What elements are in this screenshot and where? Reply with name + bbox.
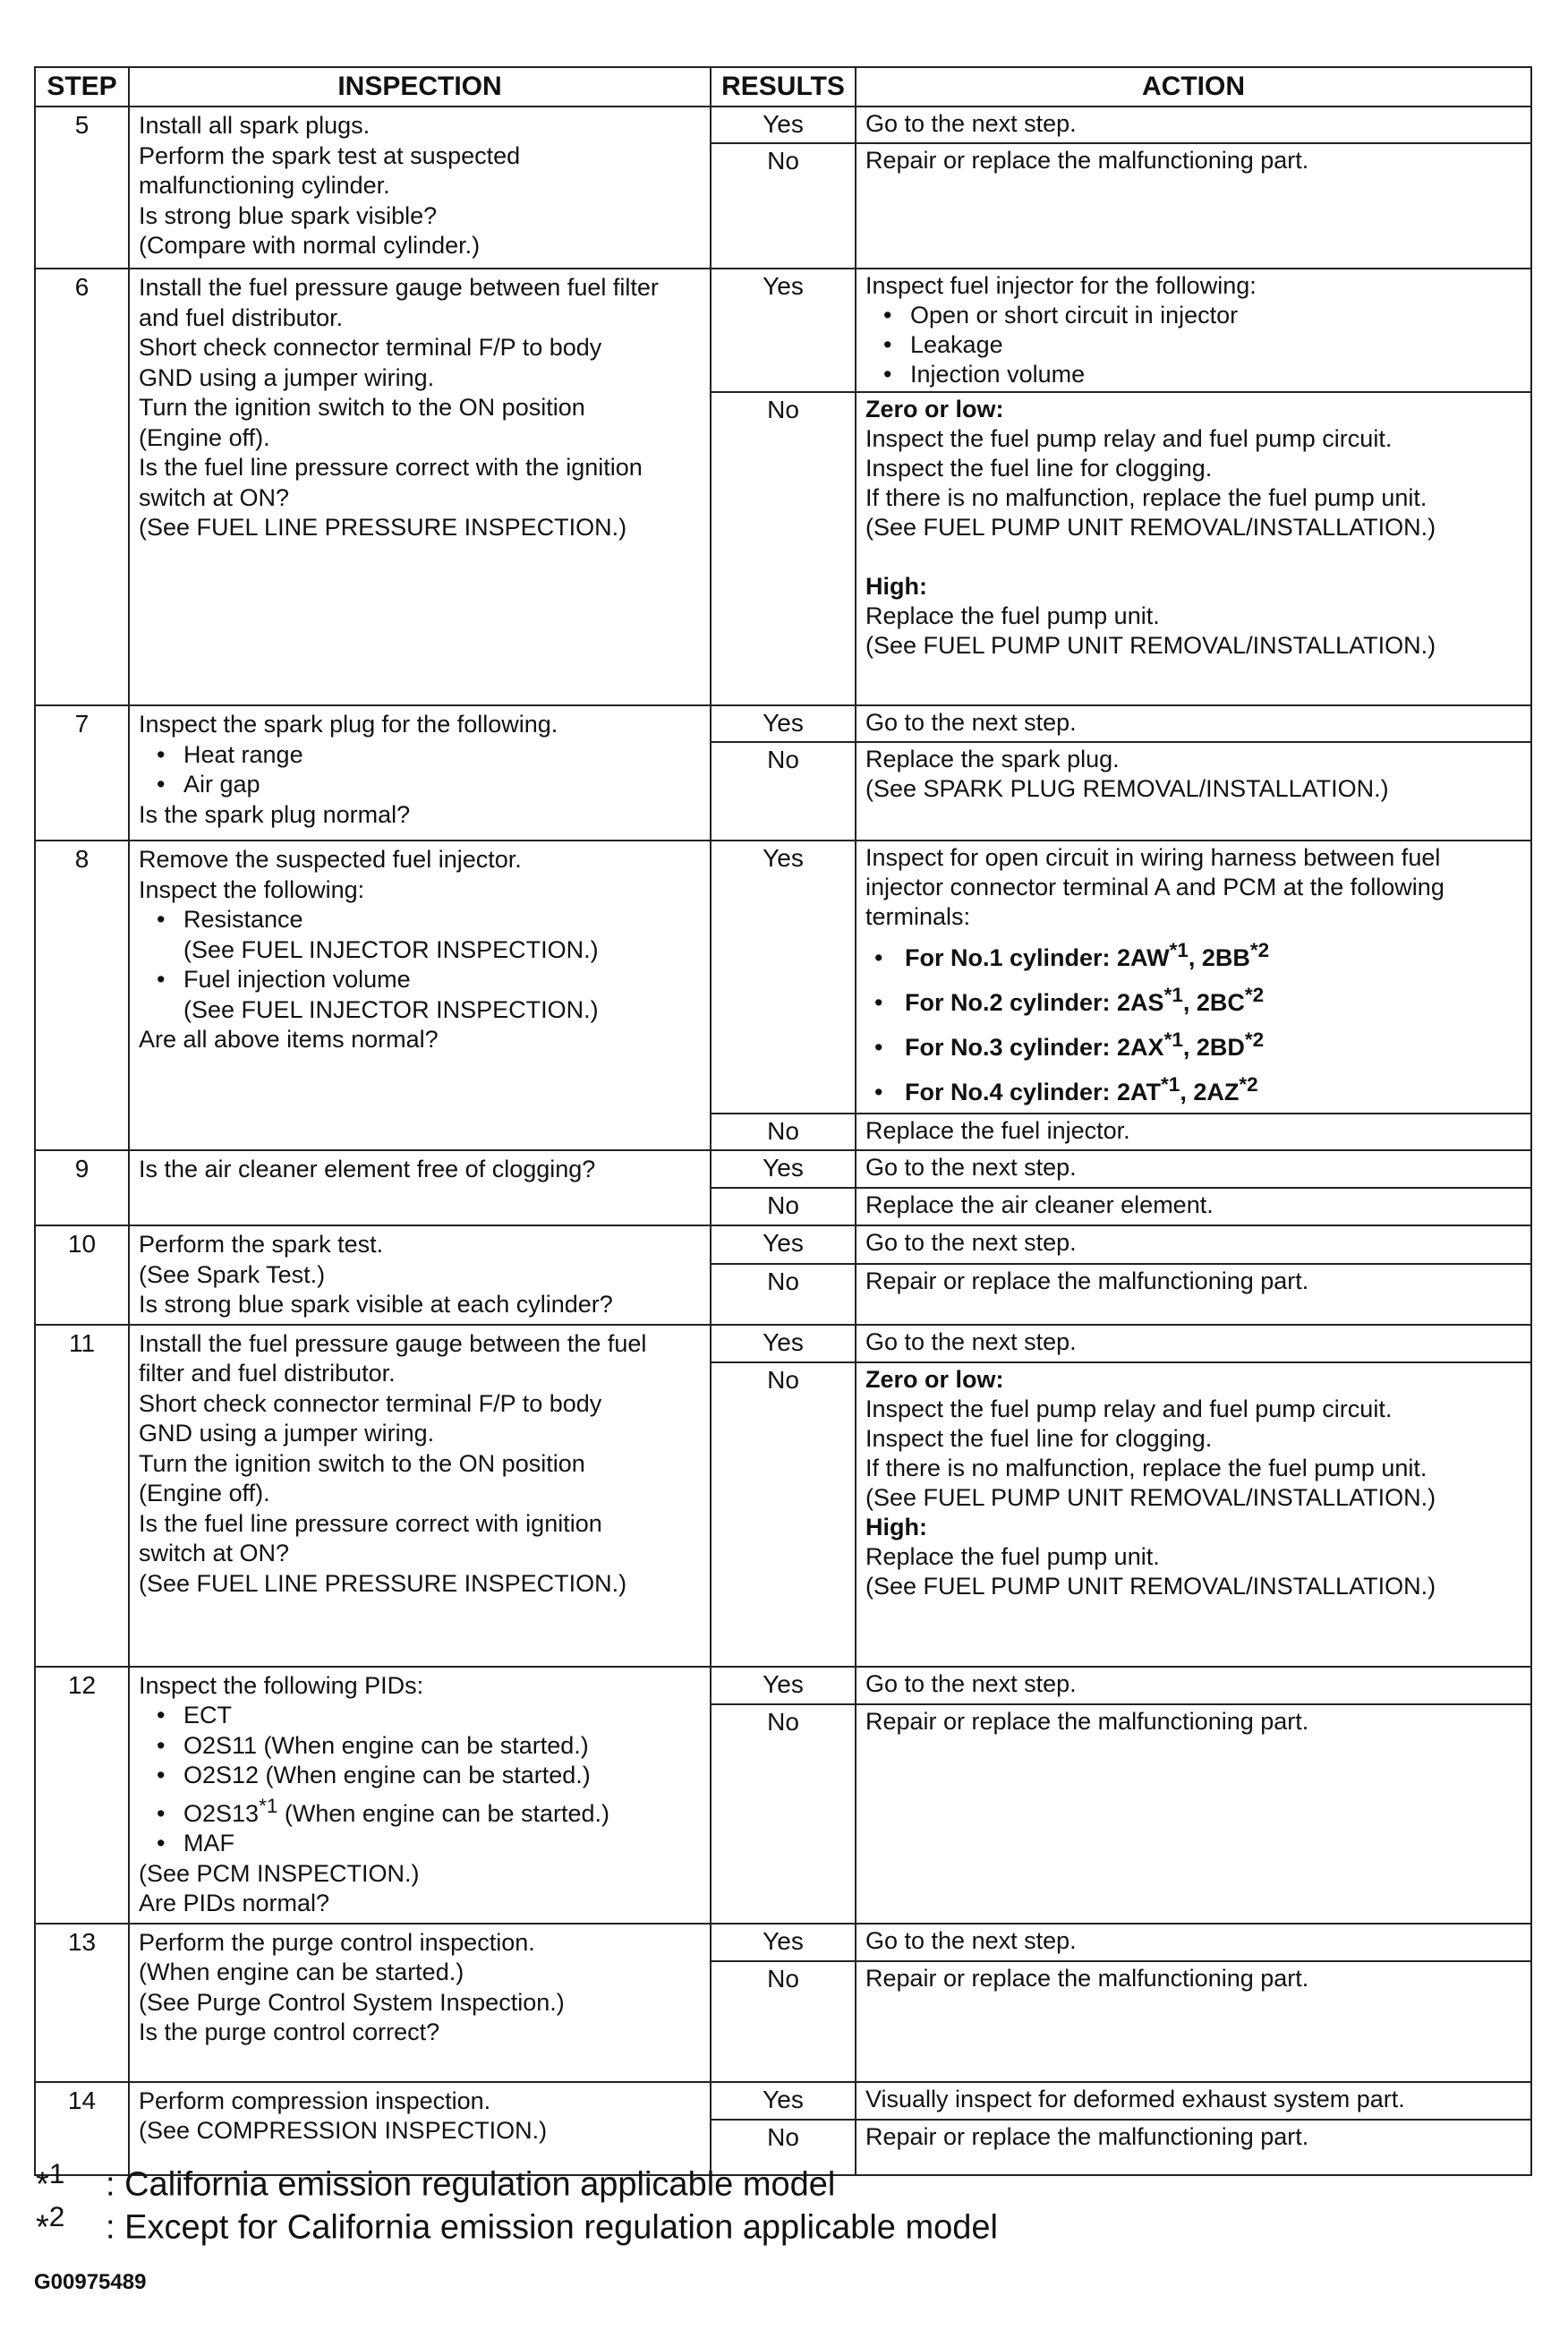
result-yes: Yes	[711, 269, 856, 392]
result-yes: Yes	[711, 1667, 856, 1705]
action-cell	[856, 1924, 1531, 1961]
inspection-line: Turn the ignition switch to the ON position	[139, 394, 585, 421]
action-cell	[856, 392, 1531, 705]
action-cell	[856, 2120, 1531, 2175]
step-number: 5	[35, 107, 129, 269]
result-no: No	[711, 1114, 856, 1150]
action-line: Repair or replace the malfunctioning part.	[865, 147, 1309, 174]
result-yes: Yes	[711, 1150, 856, 1188]
table-row	[35, 2082, 1531, 2120]
inspection-line: (See Purge Control System Inspection.)	[139, 1988, 565, 2016]
action-column-header: ACTION	[856, 67, 1531, 107]
inspection-bullet: • ECT	[139, 1701, 704, 1731]
inspection-line: Are PIDs normal?	[139, 1890, 330, 1916]
step-number: 13	[35, 1924, 129, 2082]
inspection-line: filter and fuel distributor.	[139, 1360, 396, 1387]
action-cell	[856, 1264, 1531, 1325]
action-line: injector connector terminal A and PCM at the following	[865, 874, 1444, 900]
action-line: Go to the next step.	[865, 1669, 1077, 1697]
action-line: (See SPARK PLUG REMOVAL/INSTALLATION.)	[865, 775, 1389, 802]
inspection-bullet: • Heat range	[139, 740, 704, 771]
inspection-line: (See COMPRESSION INSPECTION.)	[139, 2117, 548, 2144]
inspection-column-header: INSPECTION	[129, 67, 711, 107]
cylinder-terminal-item: • For No.4 cylinder: 2AT$^{*1}$, 2AZ$^{*2}$	[865, 1066, 1525, 1111]
action-line: Replace the air cleaner element.	[865, 1191, 1214, 1218]
step-column-header: STEP	[35, 67, 129, 107]
action-cell	[856, 143, 1531, 269]
zero-or-low-heading: Zero or low:	[865, 396, 1004, 422]
inspection-line: Install the fuel pressure gauge between the fuel	[139, 1329, 647, 1357]
action-line: Replace the fuel pump unit.	[865, 602, 1160, 629]
inspection-line: Remove the suspected fuel injector.	[139, 846, 522, 873]
action-cell	[856, 1150, 1531, 1188]
table-row	[35, 1667, 1531, 1705]
inspection-cell	[129, 107, 711, 269]
result-yes: Yes	[711, 1924, 856, 1961]
action-cell	[856, 1667, 1531, 1705]
inspection-line: Install all spark plugs.	[139, 112, 371, 139]
inspection-line: (See PCM INSPECTION.)	[139, 1859, 420, 1887]
result-no: No	[711, 392, 856, 705]
inspection-bullet: • MAF	[139, 1829, 704, 1859]
result-no: No	[711, 742, 856, 841]
action-line: Go to the next step.	[865, 1926, 1077, 1954]
table-header-row	[35, 67, 1531, 107]
footnote	[36, 2200, 998, 2248]
results-column-header: RESULTS	[711, 67, 856, 107]
inspection-line: Perform the spark test.	[139, 1231, 384, 1258]
result-no: No	[711, 2120, 856, 2175]
action-line: Go to the next step.	[865, 1229, 1077, 1256]
inspection-cell	[129, 705, 711, 841]
action-line: Replace the spark plug.	[865, 746, 1120, 772]
inspection-cell	[129, 1150, 711, 1225]
inspection-bullet: • O2S13$^{*1}$ (When engine can be started.)	[139, 1791, 704, 1830]
cylinder-terminal-item: • For No.1 cylinder: 2AW$^{*1}$, 2BB$^{*2}$	[865, 932, 1525, 977]
result-no: No	[711, 1264, 856, 1325]
action-line: Replace the fuel injector.	[865, 1117, 1130, 1144]
inspection-line: Is the fuel line pressure correct with ignition	[139, 1509, 602, 1537]
step-number: 7	[35, 705, 129, 841]
inspection-line: GND using a jumper wiring.	[139, 1420, 435, 1447]
action-line: Repair or replace the malfunctioning part.	[865, 1708, 1309, 1736]
high-heading: High:	[865, 573, 927, 600]
inspection-line: Install the fuel pressure gauge between fuel filter	[139, 274, 659, 301]
action-line: Inspect the fuel pump relay and fuel pump circuit.	[865, 1395, 1393, 1422]
inspection-line: Short check connector terminal F/P to body	[139, 334, 602, 361]
action-cell	[856, 1325, 1531, 1362]
action-cell	[856, 1188, 1531, 1225]
inspection-cell	[129, 841, 711, 1150]
action-line: Go to the next step.	[865, 709, 1077, 736]
inspection-line: Is the purge control correct?	[139, 2018, 440, 2045]
inspection-bullet: • Fuel injection volume	[139, 965, 704, 995]
action-bullet: • Open or short circuit in injector	[865, 301, 1525, 330]
inspection-line: switch at ON?	[139, 1540, 290, 1566]
action-line: Inspect for open circuit in wiring harness between fuel	[865, 844, 1441, 871]
inspection-reference: (See FUEL INJECTOR INSPECTION.)	[183, 935, 599, 963]
action-cell	[856, 1362, 1531, 1667]
step-number: 8	[35, 841, 129, 1150]
action-cell	[856, 742, 1531, 841]
action-cell	[856, 2082, 1531, 2120]
footnote-text: : Except for California emission regulation applicable model	[106, 2208, 998, 2247]
footnote-marker: *$^2$	[36, 2200, 65, 2247]
troubleshooting-table	[34, 66, 1532, 2176]
action-cell	[856, 841, 1531, 1114]
footnote-text: : California emission regulation applicable model	[106, 2165, 836, 2204]
step-number: 9	[35, 1150, 129, 1225]
action-line: Go to the next step.	[865, 1327, 1077, 1355]
high-heading: High:	[865, 1513, 927, 1540]
cylinder-terminal-item: • For No.3 cylinder: 2AX$^{*1}$, 2BD$^{*2}$	[865, 1021, 1525, 1066]
step-number: 10	[35, 1225, 129, 1325]
inspection-line: Is strong blue spark visible?	[139, 201, 438, 229]
inspection-line: and fuel distributor.	[139, 303, 344, 331]
inspection-line: switch at ON?	[139, 483, 290, 511]
inspection-line: Is the fuel line pressure correct with the ignition	[139, 454, 643, 481]
action-line: (See FUEL PUMP UNIT REMOVAL/INSTALLATION.)	[865, 514, 1436, 541]
action-bullet: • Leakage	[865, 330, 1525, 360]
inspection-line: (When engine can be started.)	[139, 1959, 464, 1985]
inspection-bullet: • Resistance	[139, 905, 704, 935]
inspection-line: Inspect the following PIDs:	[139, 1671, 424, 1699]
result-no: No	[711, 1362, 856, 1667]
result-no: No	[711, 1704, 856, 1923]
inspection-line: Turn the ignition switch to the ON position	[139, 1449, 585, 1477]
result-yes: Yes	[711, 841, 856, 1114]
result-no: No	[711, 1188, 856, 1225]
table-row	[35, 705, 1531, 742]
action-cell	[856, 107, 1531, 143]
action-line: Go to the next step.	[865, 1154, 1077, 1181]
result-no: No	[711, 143, 856, 269]
inspection-line: Are all above items normal?	[139, 1026, 439, 1053]
action-cell	[856, 269, 1531, 392]
action-bullet: • Injection volume	[865, 360, 1525, 389]
action-line: Repair or replace the malfunctioning part.	[865, 1267, 1309, 1294]
result-yes: Yes	[711, 107, 856, 143]
result-no: No	[711, 1961, 856, 2082]
footnote-marker: *$^1$	[36, 2157, 65, 2204]
result-yes: Yes	[711, 1325, 856, 1362]
step-number: 12	[35, 1667, 129, 1924]
action-line: If there is no malfunction, replace the fuel pump unit.	[865, 484, 1427, 511]
action-line: Inspect the fuel line for clogging.	[865, 1424, 1213, 1452]
table-row	[35, 1924, 1531, 1961]
inspection-line: Perform the spark test at suspected	[139, 141, 521, 169]
inspection-cell	[129, 1225, 711, 1325]
inspection-bullet: • O2S12 (When engine can be started.)	[139, 1761, 704, 1791]
inspection-line: (Engine off).	[139, 423, 270, 451]
action-line: Visually inspect for deformed exhaust system part.	[865, 2085, 1405, 2112]
inspection-cell	[129, 1924, 711, 2082]
action-line: Go to the next step.	[865, 110, 1077, 137]
action-cell	[856, 1225, 1531, 1264]
action-line: Inspect the fuel line for clogging.	[865, 455, 1213, 482]
inspection-line: Short check connector terminal F/P to body	[139, 1389, 602, 1417]
inspection-line: Is the spark plug normal?	[139, 800, 411, 828]
action-line: Inspect the fuel pump relay and fuel pump circuit.	[865, 425, 1393, 452]
inspection-line: (See Spark Test.)	[139, 1260, 326, 1288]
inspection-line: Is strong blue spark visible at each cylinder?	[139, 1291, 613, 1318]
result-yes: Yes	[711, 1225, 856, 1264]
action-line: If there is no malfunction, replace the fuel pump unit.	[865, 1454, 1427, 1481]
inspection-bullet: • Air gap	[139, 770, 704, 800]
inspection-line: (Engine off).	[139, 1480, 270, 1506]
action-cell	[856, 1961, 1531, 2082]
inspection-cell	[129, 1667, 711, 1924]
table-row	[35, 269, 1531, 392]
inspection-line: GND using a jumper wiring.	[139, 363, 435, 391]
inspection-line: (See FUEL LINE PRESSURE INSPECTION.)	[139, 1569, 627, 1597]
action-cell	[856, 1114, 1531, 1150]
action-line: (See FUEL PUMP UNIT REMOVAL/INSTALLATION.)	[865, 1483, 1436, 1511]
inspection-reference: (See FUEL INJECTOR INSPECTION.)	[183, 995, 599, 1023]
table-row	[35, 107, 1531, 143]
action-line: Repair or replace the malfunctioning part.	[865, 1964, 1309, 1992]
action-line: (See FUEL PUMP UNIT REMOVAL/INSTALLATION.)	[865, 632, 1436, 659]
zero-or-low-heading: Zero or low:	[865, 1365, 1004, 1393]
cylinder-terminal-item: • For No.2 cylinder: 2AS$^{*1}$, 2BC$^{*2}$	[865, 977, 1525, 1021]
inspection-line: Perform compression inspection.	[139, 2087, 491, 2114]
figure-code: G00975489	[34, 2270, 147, 2294]
table-row	[35, 1150, 1531, 1188]
table-row	[35, 1225, 1531, 1264]
result-yes: Yes	[711, 705, 856, 742]
action-cell	[856, 1704, 1531, 1923]
action-cell	[856, 705, 1531, 742]
step-number: 11	[35, 1325, 129, 1667]
action-line: Inspect fuel injector for the following:	[865, 272, 1257, 299]
inspection-cell	[129, 269, 711, 705]
inspection-cell	[129, 1325, 711, 1667]
inspection-line: Inspect the following:	[139, 875, 365, 903]
table-row	[35, 841, 1531, 1114]
inspection-line: (See FUEL LINE PRESSURE INSPECTION.)	[139, 514, 627, 541]
inspection-line: Is the air cleaner element free of clogging?	[139, 1156, 596, 1182]
table-row	[35, 1325, 1531, 1362]
action-line: (See FUEL PUMP UNIT REMOVAL/INSTALLATION.)	[865, 1572, 1436, 1600]
inspection-line: Inspect the spark plug for the following.	[139, 711, 558, 738]
action-line: terminals:	[865, 903, 971, 930]
step-number: 14	[35, 2082, 129, 2175]
inspection-bullet: • O2S11 (When engine can be started.)	[139, 1731, 704, 1762]
action-line: Repair or replace the malfunctioning part.	[865, 2122, 1309, 2150]
inspection-line: (Compare with normal cylinder.)	[139, 232, 481, 259]
footnote	[36, 2157, 835, 2205]
inspection-line: Perform the purge control inspection.	[139, 1928, 535, 1956]
result-yes: Yes	[711, 2082, 856, 2120]
action-line: Replace the fuel pump unit.	[865, 1542, 1160, 1570]
inspection-line: malfunctioning cylinder.	[139, 172, 390, 199]
step-number: 6	[35, 269, 129, 705]
